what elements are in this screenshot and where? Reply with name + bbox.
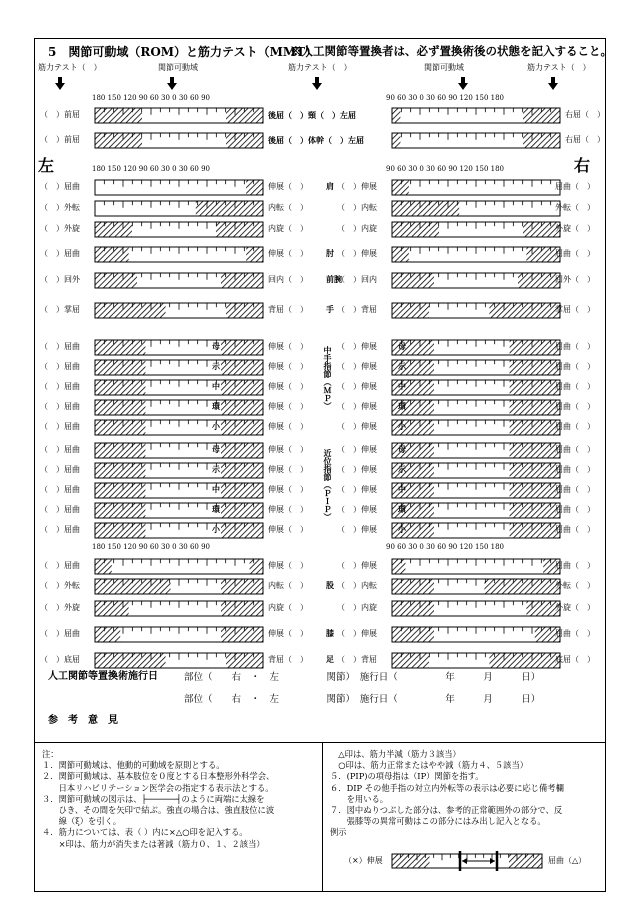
note-line: 日本リハビリテーション医学会の指定する表示法とする。: [42, 782, 274, 793]
finger-name-left: 示: [212, 361, 220, 371]
row-mid-left-label: 背屈（ ）: [268, 305, 308, 314]
leg-mid-left-label: 背屈（ ）: [268, 655, 308, 664]
finger-mid-left-label: 伸展（ ）: [268, 525, 308, 534]
leg-mid-left-label: 伸展（ ）: [268, 561, 308, 570]
side-left-label: 左: [38, 156, 55, 175]
mmt-label-center: 筋力テスト（ ）: [288, 63, 352, 72]
row-right-label: 屈曲（ ）: [555, 249, 595, 258]
scale-right: 90 60 30 0 30 60 90 120 150 180: [386, 94, 505, 102]
trunk-right-label: 右屈（ ）: [565, 135, 605, 144]
trunk-left-label: （ ）前屈: [40, 110, 80, 119]
rom-bar-right-finger[interactable]: [392, 400, 560, 415]
rom-bar-left[interactable]: [95, 133, 263, 148]
leg-mid-left-label: 内転（ ）: [268, 581, 308, 590]
finger-name-left: 環: [212, 504, 220, 514]
finger-name-right: 小: [398, 421, 406, 431]
finger-name-right: 小: [398, 524, 406, 534]
rom-bar-right[interactable]: [392, 108, 560, 123]
pip-joint-label: 近位指節（ＰＩＰ）: [323, 449, 333, 521]
joint-label: 股: [326, 580, 334, 590]
joint-label: 膝: [326, 628, 334, 638]
rom-bar-right-leg[interactable]: [392, 653, 560, 668]
finger-mid-right-label: （ ）伸展: [337, 525, 377, 534]
finger-mid-left-label: 伸展（ ）: [268, 422, 308, 431]
leg-mid-right-label: （ ）背屈: [337, 655, 377, 664]
example-right-label: 屈曲（△）: [548, 856, 587, 865]
note-line: ３．関節可動域の図示は、├──────┤のように両端に太線を: [42, 793, 265, 804]
row-mid-left-label: 伸展（ ）: [268, 249, 308, 258]
joint-label: 手: [326, 304, 334, 314]
rom-bar-left[interactable]: [95, 273, 263, 288]
rom-bar-left[interactable]: [95, 108, 263, 123]
leg-right-label: 外転（ ）: [555, 581, 595, 590]
finger-name-left: 母: [212, 341, 220, 351]
rom-bar-right-finger[interactable]: [392, 360, 560, 375]
rom-bar-right-leg[interactable]: [392, 559, 560, 574]
down-arrow-icon: [548, 83, 558, 90]
rom-bar-left[interactable]: [95, 303, 263, 318]
finger-right-label: 屈曲（ ）: [555, 525, 595, 534]
trunk-center-label: 後屈（ ）体幹（ ）左屈: [268, 135, 364, 145]
remarks-heading: 参 考 意 見: [48, 715, 118, 726]
row-right-label: 外転（ ）: [555, 203, 595, 212]
finger-name-left: 環: [212, 401, 220, 411]
surgery-line-2: 部位（ 右 ・ 左 関節） 施行日（ 年 月 日）: [184, 694, 541, 705]
scale-left: 180 150 120 90 60 30 0 30 60 90: [92, 165, 211, 173]
finger-left-label: （ ）屈曲: [40, 525, 80, 534]
rom-bar-right-leg[interactable]: [392, 627, 560, 642]
leg-left-label: （ ）外転: [40, 581, 80, 590]
down-arrow-icon: [312, 83, 322, 90]
rom-bar-right-leg[interactable]: [392, 579, 560, 594]
finger-mid-right-label: （ ）伸展: [337, 402, 377, 411]
rom-bar-right-leg[interactable]: [392, 601, 560, 616]
note-line: ○印は、筋力正常またはやや減（筋力４、５該当）: [330, 760, 529, 771]
note-line: ５．(PIP)の項母指は（IP）関節を指す。: [330, 771, 484, 782]
rom-bar-left-leg[interactable]: [95, 653, 263, 668]
surgery-title: 人工関節等置換術施行日: [48, 671, 158, 682]
row-left-label: （ ）外転: [40, 203, 80, 212]
finger-mid-left-label: 伸展（ ）: [268, 382, 308, 391]
finger-mid-left-label: 伸展（ ）: [268, 465, 308, 474]
finger-mid-right-label: （ ）伸展: [337, 485, 377, 494]
finger-mid-right-label: （ ）伸展: [337, 382, 377, 391]
finger-right-label: 屈曲（ ）: [555, 402, 595, 411]
rom-bar-left[interactable]: [95, 201, 263, 216]
leg-mid-right-label: （ ）内転: [337, 581, 377, 590]
finger-mid-right-label: （ ）伸展: [337, 362, 377, 371]
rom-bar-right[interactable]: [392, 303, 560, 318]
scale-right: 90 60 30 0 30 60 90 120 150 180: [386, 543, 505, 551]
note-line: 張膝等の異常可動はこの部分にはみ出し記入となる。: [330, 816, 546, 827]
rom-bar-right-finger[interactable]: [392, 380, 560, 395]
joint-label: 足: [326, 654, 334, 664]
rom-bar-left-finger[interactable]: [95, 443, 263, 458]
scale-left: 180 150 120 90 60 30 0 30 60 90: [92, 543, 211, 551]
leg-mid-right-label: （ ）伸展: [337, 629, 377, 638]
finger-name-left: 中: [212, 381, 220, 391]
note-line: 線（ξ）を引く。: [42, 816, 122, 827]
trunk-center-label: 後屈（ ）頸（ ）左屈: [268, 110, 356, 120]
rom-bar-right[interactable]: [392, 201, 560, 216]
mmt-label-right: 筋力テスト（ ）: [527, 63, 591, 72]
row-mid-left-label: 内旋（ ）: [268, 224, 308, 233]
example-left-label: （×）伸展: [344, 856, 383, 865]
finger-name-right: 中: [398, 381, 406, 391]
finger-mid-right-label: （ ）伸展: [337, 422, 377, 431]
note-line: ２．関節可動域は、基本肢位を０度とする日本整形外科学会、: [42, 771, 275, 782]
rom-bar-left-finger[interactable]: [95, 523, 263, 538]
notes-left: [42, 749, 274, 850]
leg-right-label: 底屈（ ）: [555, 655, 595, 664]
rom-bar-left[interactable]: [95, 180, 263, 195]
finger-right-label: 屈曲（ ）: [555, 505, 595, 514]
row-left-label: （ ）掌屈: [40, 305, 80, 314]
finger-name-left: 中: [212, 484, 220, 494]
finger-mid-left-label: 伸展（ ）: [268, 505, 308, 514]
scale-left: 180 150 120 90 60 30 0 30 60 90: [92, 94, 211, 102]
rom-bar-right-finger[interactable]: [392, 483, 560, 498]
notes-column-divider: [322, 742, 323, 892]
finger-left-label: （ ）屈曲: [40, 362, 80, 371]
mmt-label-left: 筋力テスト（ ）: [38, 63, 102, 72]
note-line: １．関節可動域は、他動的可動域を原則とする。: [42, 760, 225, 771]
leg-right-label: 屈曲（ ）: [555, 561, 595, 570]
rom-bar-left-finger[interactable]: [95, 483, 263, 498]
row-right-label: 外旋（ ）: [555, 224, 595, 233]
example-rom-bar[interactable]: [392, 854, 542, 868]
finger-right-label: 屈曲（ ）: [555, 362, 595, 371]
finger-mid-left-label: 伸展（ ）: [268, 445, 308, 454]
finger-mid-right-label: （ ）伸展: [337, 465, 377, 474]
header-note: ※人工関節等置換者は、必ず置換術後の状態を記入すること。: [290, 44, 612, 58]
notes-right: [330, 749, 564, 839]
note-line: ひき、その間を矢印で結ぶ。強直の場合は、強直肢位に波: [42, 804, 275, 815]
leg-right-label: 外旋（ ）: [555, 603, 595, 612]
row-left-label: （ ）回外: [40, 275, 80, 284]
section-title: 5 関節可動域（ROM）と筋力テスト（MMT）: [48, 45, 318, 59]
side-right-label: 右: [574, 156, 591, 175]
leg-left-label: （ ）底屈: [40, 655, 80, 664]
note-line: ６．DIP その他手指の対立内外転等の表示は必要に応じ備考欄: [330, 782, 564, 793]
note-line: を用いる。: [330, 793, 389, 804]
rom-label-left: 関節可動域: [158, 63, 198, 72]
finger-mid-left-label: 伸展（ ）: [268, 402, 308, 411]
rom-bar-left[interactable]: [95, 247, 263, 262]
finger-left-label: （ ）屈曲: [40, 382, 80, 391]
rom-bar-left-finger[interactable]: [95, 420, 263, 435]
finger-mid-right-label: （ ）伸展: [337, 342, 377, 351]
row-mid-left-label: 内転（ ）: [268, 203, 308, 212]
finger-left-label: （ ）屈曲: [40, 445, 80, 454]
finger-left-label: （ ）屈曲: [40, 505, 80, 514]
down-arrow-icon: [458, 83, 468, 90]
rom-bar-right[interactable]: [392, 247, 560, 262]
row-mid-right-label: （ ）伸展: [337, 182, 377, 191]
rom-bar-left-finger[interactable]: [95, 463, 263, 478]
finger-name-right: 母: [398, 341, 406, 351]
leg-mid-left-label: 伸展（ ）: [268, 629, 308, 638]
rom-bar-right[interactable]: [392, 222, 560, 237]
row-mid-right-label: （ ）伸展: [337, 249, 377, 258]
finger-name-right: 示: [398, 464, 406, 474]
down-arrow-icon: [167, 83, 177, 90]
finger-mid-right-label: （ ）伸展: [337, 445, 377, 454]
rom-bar-left-finger[interactable]: [95, 503, 263, 518]
rom-bar-left-finger[interactable]: [95, 340, 263, 355]
leg-left-label: （ ）外旋: [40, 603, 80, 612]
finger-right-label: 屈曲（ ）: [555, 342, 595, 351]
rom-bar-left-leg[interactable]: [95, 601, 263, 616]
finger-right-label: 屈曲（ ）: [555, 422, 595, 431]
leg-right-label: 屈曲（ ）: [555, 629, 595, 638]
finger-mid-left-label: 伸展（ ）: [268, 342, 308, 351]
rom-bar-left-finger[interactable]: [95, 360, 263, 375]
finger-name-right: 環: [398, 504, 406, 514]
rom-label-right: 関節可動域: [424, 63, 464, 72]
trunk-left-label: （ ）前屈: [40, 135, 80, 144]
surgery-line-1: 部位（ 右 ・ 左 関節） 施行日（ 年 月 日）: [184, 672, 541, 683]
row-left-label: （ ）外旋: [40, 224, 80, 233]
row-left-label: （ ）屈曲: [40, 249, 80, 258]
rom-bar-right-finger[interactable]: [392, 420, 560, 435]
finger-left-label: （ ）屈曲: [40, 465, 80, 474]
finger-name-right: 母: [398, 444, 406, 454]
rom-bar-right-finger[interactable]: [392, 340, 560, 355]
leg-mid-right-label: （ ）伸展: [337, 561, 377, 570]
finger-mid-right-label: （ ）伸展: [337, 505, 377, 514]
finger-mid-left-label: 伸展（ ）: [268, 362, 308, 371]
row-mid-right-label: （ ）内旋: [337, 224, 377, 233]
rom-bar-right[interactable]: [392, 180, 560, 195]
rom-bar-right[interactable]: [392, 273, 560, 288]
mp-joint-label: 中手指節（ＭＰ）: [323, 346, 333, 410]
finger-right-label: 屈曲（ ）: [555, 485, 595, 494]
finger-right-label: 屈曲（ ）: [555, 445, 595, 454]
row-right-label: 屈曲（ ）: [555, 182, 595, 191]
rom-bar-right-finger[interactable]: [392, 503, 560, 518]
down-arrow-icon: [55, 83, 65, 90]
finger-right-label: 屈曲（ ）: [555, 382, 595, 391]
note-line: ４．筋力については、表（ ）内に×△○印を記入する。: [42, 827, 248, 838]
note-line: 注：: [42, 749, 59, 759]
finger-left-label: （ ）屈曲: [40, 485, 80, 494]
row-left-label: （ ）屈曲: [40, 182, 80, 191]
row-mid-left-label: 回内（ ）: [268, 275, 308, 284]
row-right-label: 回外（ ）: [555, 275, 595, 284]
leg-left-label: （ ）屈曲: [40, 629, 80, 638]
rom-bar-left-finger[interactable]: [95, 380, 263, 395]
rom-bar-left-leg[interactable]: [95, 559, 263, 574]
row-right-label: 掌屈（ ）: [555, 305, 595, 314]
note-line: 例示: [330, 827, 347, 838]
rom-bar-right-finger[interactable]: [392, 443, 560, 458]
finger-left-label: （ ）屈曲: [40, 342, 80, 351]
finger-name-left: 小: [212, 421, 220, 431]
note-line: △印は、筋力半減（筋力３該当）: [330, 749, 461, 759]
notes-divider: [34, 742, 606, 743]
note-line: ×印は、筋力が消失または著減（筋力０、１、２該当）: [42, 838, 265, 849]
joint-label: 肘: [326, 248, 334, 258]
finger-name-left: 示: [212, 464, 220, 474]
leg-left-label: （ ）屈曲: [40, 561, 80, 570]
finger-name-left: 母: [212, 444, 220, 454]
finger-right-label: 屈曲（ ）: [555, 465, 595, 474]
finger-name-left: 小: [212, 524, 220, 534]
row-mid-left-label: 伸展（ ）: [268, 182, 308, 191]
finger-left-label: （ ）屈曲: [40, 402, 80, 411]
finger-mid-left-label: 伸展（ ）: [268, 485, 308, 494]
trunk-right-label: 右屈（ ）: [565, 110, 605, 119]
joint-label: 肩: [326, 181, 334, 191]
finger-name-right: 環: [398, 401, 406, 411]
rom-bar-left[interactable]: [95, 222, 263, 237]
finger-name-right: 中: [398, 484, 406, 494]
rom-bar-right-finger[interactable]: [392, 523, 560, 538]
rom-bar-left-finger[interactable]: [95, 400, 263, 415]
rom-bar-left-leg[interactable]: [95, 627, 263, 642]
row-mid-right-label: （ ）回内: [337, 275, 377, 284]
rom-bar-right-finger[interactable]: [392, 463, 560, 478]
leg-mid-left-label: 内旋（ ）: [268, 603, 308, 612]
row-mid-right-label: （ ）内転: [337, 203, 377, 212]
rom-bar-right[interactable]: [392, 133, 560, 148]
leg-mid-right-label: （ ）内旋: [337, 603, 377, 612]
scale-right: 90 60 30 0 30 60 90 120 150 180: [386, 165, 505, 173]
rom-bar-left-leg[interactable]: [95, 579, 263, 594]
finger-left-label: （ ）屈曲: [40, 422, 80, 431]
row-mid-right-label: （ ）背屈: [337, 305, 377, 314]
finger-name-right: 示: [398, 361, 406, 371]
note-line: ７．図中ぬりつぶした部分は、参考的正常範囲外の部分で、反: [330, 804, 563, 815]
joint-label: 前腕: [326, 274, 342, 284]
